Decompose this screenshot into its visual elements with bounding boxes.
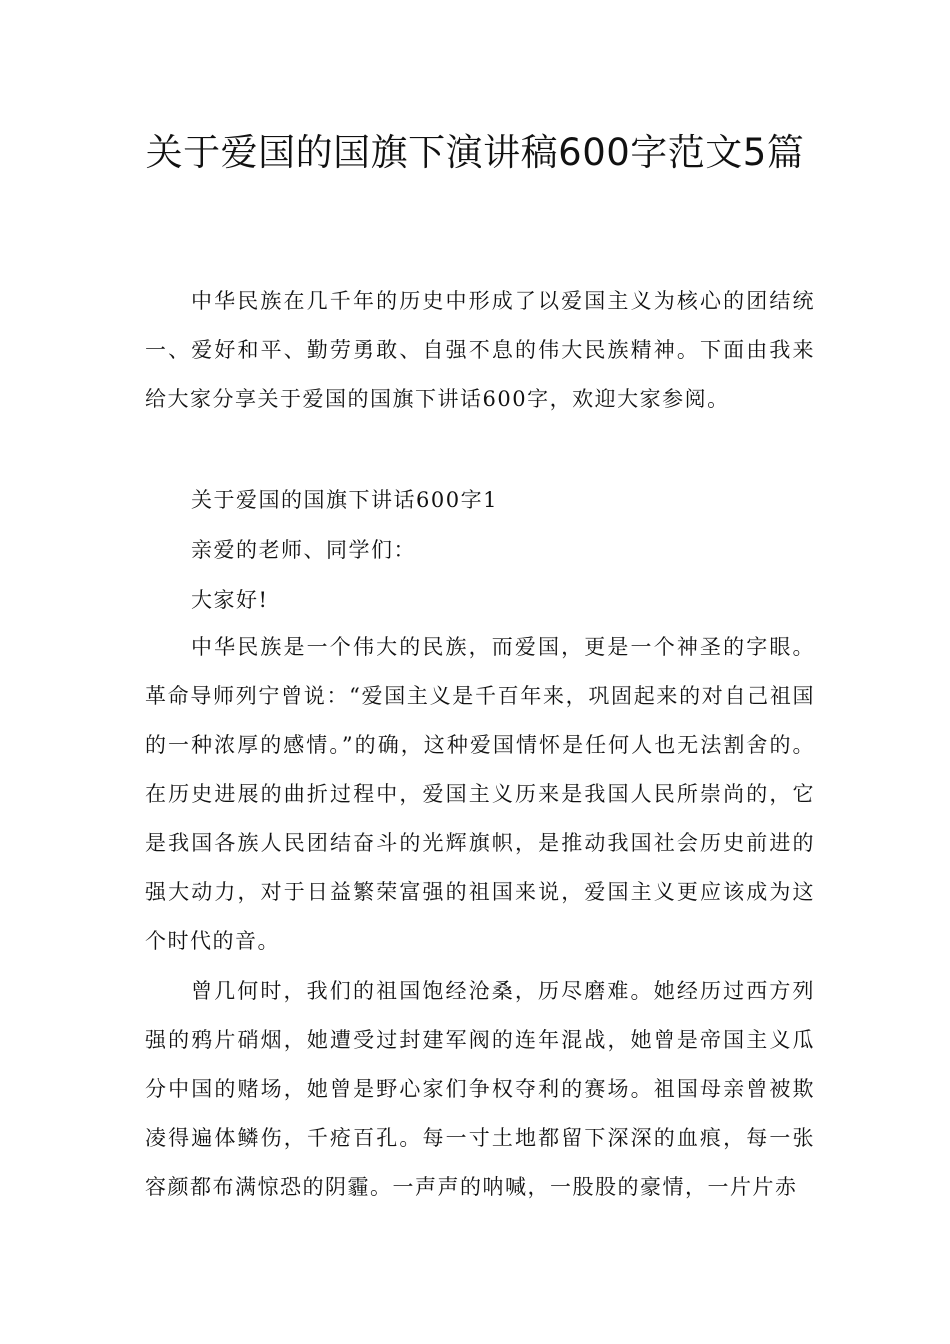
- salutation: 亲爱的老师、同学们：: [191, 538, 416, 562]
- intro-paragraph: 中华民族在几千年的历史中形成了以爱国主义为核心的团结统一、爱好和平、勤劳勇敢、自强不息的伟大民族精神。下面由我来给大家分享关于爱国的国旗下讲话600字，欢迎大家参阅。: [145, 289, 815, 411]
- document-title: 关于爱国的国旗下演讲稿600字范文5篇: [145, 131, 805, 174]
- body-paragraph-1: 中华民族是一个伟大的民族，而爱国，更是一个神圣的字眼。革命导师列宁曾说：“爱国主义是千百年来，巩固起来的对自己祖国的一种浓厚的感情。”的确，这种爱国情怀是任何人也无法割舍的。在历史进展的曲折过程中，爱国主义历来是我国人民所崇尚的，它是我国各族人民团结奋斗的光辉旗帜，是推动我国社会历史前进的强大动力，对于日益繁荣富强的祖国来说，爱国主义更应该成为这个时代的音。: [145, 635, 815, 953]
- section-heading: 关于爱国的国旗下讲话600字1: [191, 488, 498, 512]
- body-paragraph-2: 曾几何时，我们的祖国饱经沧桑，历尽磨难。她经历过西方列强的鸦片硝烟，她遭受过封建军阀的连年混战，她曾是帝国主义瓜分中国的赌场，她曾是野心家们争权夺利的赛场。祖国母亲曾被欺凌得遍体鳞伤，千疮百孔。每一寸土地都留下深深的血痕，每一张容颜都布满惊恐的阴霾。一声声的呐喊，一股股的豪情，一片片赤: [145, 979, 815, 1199]
- greeting: 大家好!: [191, 588, 269, 612]
